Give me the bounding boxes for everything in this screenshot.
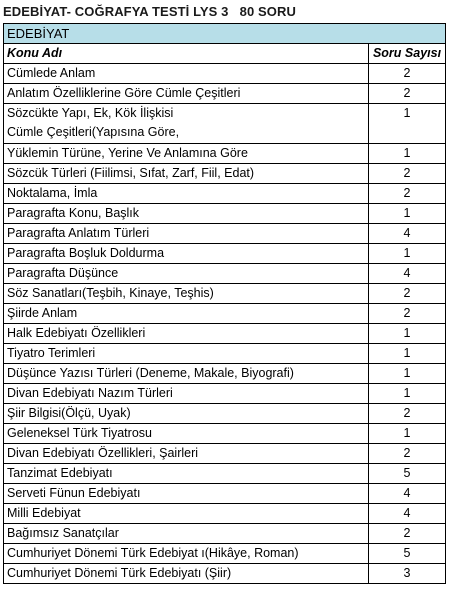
count-cell: 1 [369,324,446,344]
table-row [4,184,446,204]
table-row [4,164,446,184]
table-row [4,464,446,484]
topic-line: Sözcükte Yapı, Ek, Kök İlişkisi [7,106,174,120]
topic-cell: Divan Edebiyatı Özellikleri, Şairleri [4,444,369,464]
column-header-row [4,44,446,64]
topic-cell: Paragrafta Anlatım Türleri [4,224,369,244]
count-cell: 2 [369,524,446,544]
section-header-row [4,24,446,44]
table-row [4,64,446,84]
table-row [4,424,446,444]
table-row [4,344,446,364]
topic-cell: Cumhuriyet Dönemi Türk Edebiyat ı(Hikâye, Roman) [4,544,369,564]
table-row [4,304,446,324]
topic-cell: Divan Edebiyatı Nazım Türleri [4,384,369,404]
topic-cell: Halk Edebiyatı Özellikleri [4,324,369,344]
document-title: EDEBİYAT- COĞRAFYA TESTİ LYS 3 80 SORU [3,4,296,19]
topic-cell: Tiyatro Terimleri [4,344,369,364]
table-row [4,504,446,524]
count-cell: 1 [369,144,446,164]
section-title: EDEBİYAT [4,24,446,44]
count-cell: 1 [369,424,446,444]
table-row [4,264,446,284]
count-cell: 2 [369,444,446,464]
table-row [4,384,446,404]
table-row [4,544,446,564]
topic-cell: Noktalama, İmla [4,184,369,204]
table-row [4,104,446,144]
count-cell: 1 [369,244,446,264]
table-row [4,204,446,224]
count-cell: 4 [369,264,446,284]
table-row [4,404,446,424]
topic-cell [4,104,369,144]
count-cell: 1 [369,204,446,224]
count-column-header: Soru Sayısı [369,44,446,64]
topic-cell: Yüklemin Türüne, Yerine Ve Anlamına Göre [4,144,369,164]
count-cell: 1 [369,104,446,144]
topic-cell: Sözcük Türleri (Fiilimsi, Sıfat, Zarf, Fiil, Edat) [4,164,369,184]
topic-cell: Bağımsız Sanatçılar [4,524,369,544]
table-row [4,224,446,244]
count-cell: 1 [369,384,446,404]
table-row [4,284,446,304]
topic-cell: Paragrafta Konu, Başlık [4,204,369,224]
count-cell: 4 [369,224,446,244]
count-cell: 4 [369,504,446,524]
count-cell: 2 [369,84,446,104]
topic-line: Cümle Çeşitleri(Yapısına Göre, [7,125,180,139]
topic-cell: Geleneksel Türk Tiyatrosu [4,424,369,444]
count-cell: 1 [369,344,446,364]
count-cell: 2 [369,304,446,324]
count-cell: 2 [369,184,446,204]
count-cell: 3 [369,564,446,584]
topic-cell: Söz Sanatları(Teşbih, Kinaye, Teşhis) [4,284,369,304]
topic-table [3,23,446,584]
table-row [4,84,446,104]
count-cell: 5 [369,544,446,564]
table-row [4,364,446,384]
topic-cell: Serveti Fünun Edebiyatı [4,484,369,504]
count-cell: 5 [369,464,446,484]
table-row [4,444,446,464]
count-cell: 1 [369,364,446,384]
topic-cell: Tanzimat Edebiyatı [4,464,369,484]
count-cell: 2 [369,404,446,424]
table-row [4,244,446,264]
table-row [4,564,446,584]
topic-cell: Anlatım Özelliklerine Göre Cümle Çeşitleri [4,84,369,104]
topic-cell: Şiirde Anlam [4,304,369,324]
count-cell: 2 [369,64,446,84]
topic-cell: Cümlede Anlam [4,64,369,84]
count-cell: 4 [369,484,446,504]
table-row [4,144,446,164]
topic-cell: Düşünce Yazısı Türleri (Deneme, Makale, Biyografi) [4,364,369,384]
topic-cell: Cumhuriyet Dönemi Türk Edebiyatı (Şiir) [4,564,369,584]
topic-cell: Milli Edebiyat [4,504,369,524]
topic-cell: Paragrafta Boşluk Doldurma [4,244,369,264]
table-row [4,524,446,544]
count-cell: 2 [369,284,446,304]
table-row [4,484,446,504]
count-cell: 2 [369,164,446,184]
table-row [4,324,446,344]
topic-cell: Paragrafta Düşünce [4,264,369,284]
topic-column-header: Konu Adı [4,44,369,64]
topic-cell: Şiir Bilgisi(Ölçü, Uyak) [4,404,369,424]
